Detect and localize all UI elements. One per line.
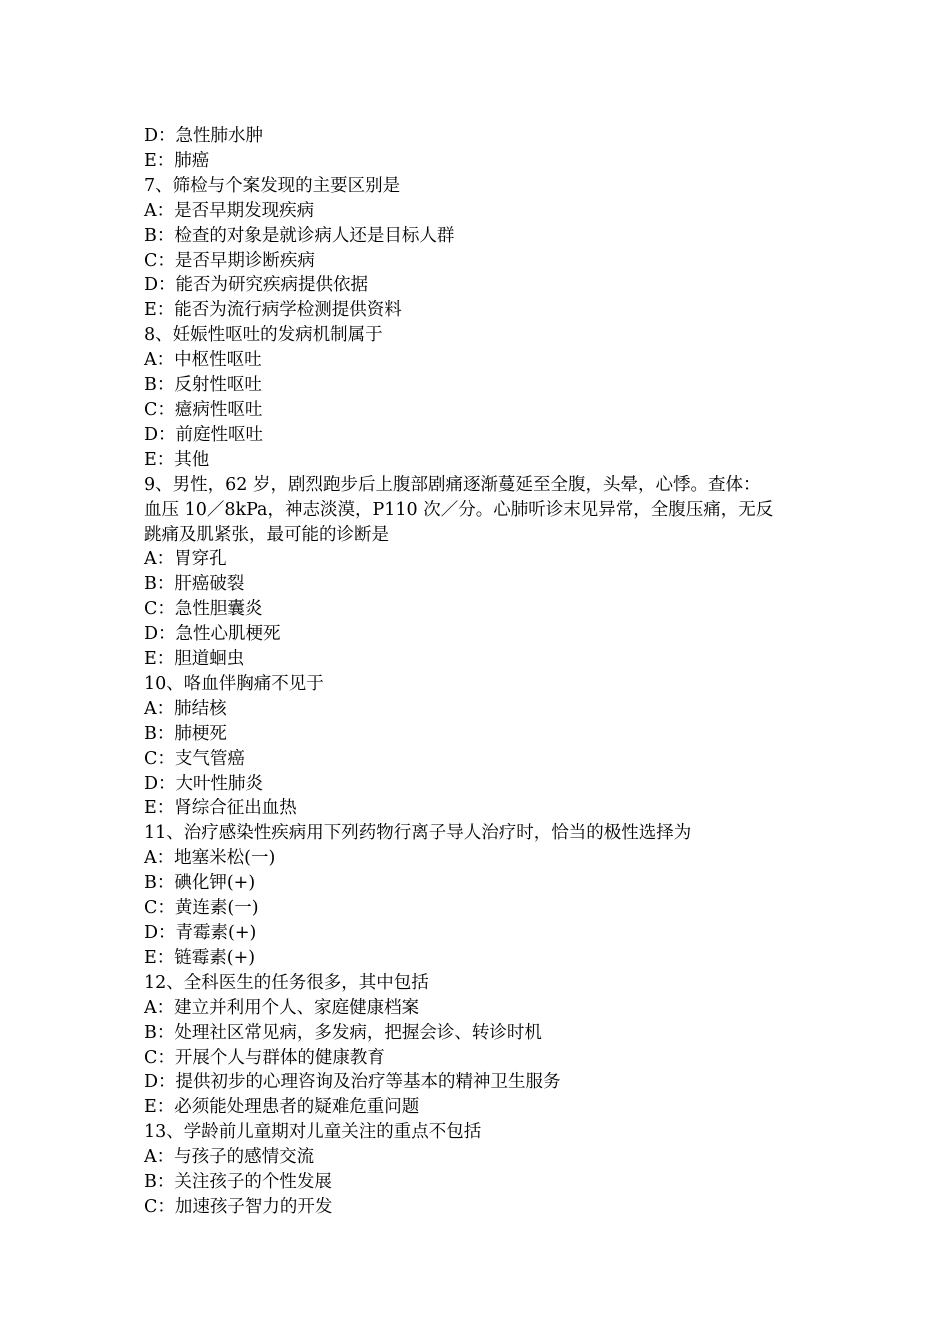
option-line: D：大叶性肺炎	[144, 773, 264, 794]
question-line: 血压 10／8kPa，神志淡漠，P110 次／分。心肺听诊末见异常，全腹压痛，无反	[144, 499, 774, 520]
option-line: B：肝癌破裂	[144, 574, 245, 595]
option-line: D：提供初步的心理咨询及治疗等基本的精神卫生服务	[144, 1072, 561, 1093]
option-line: A：与孩子的感情交流	[144, 1147, 315, 1168]
option-line: A：是否早期发现疾病	[144, 200, 315, 221]
option-line: E：必须能处理患者的疑难危重问题	[144, 1097, 420, 1118]
option-line: C：加速孩子智力的开发	[144, 1196, 333, 1217]
question-line: 12、全科医生的任务很多，其中包括	[144, 972, 429, 993]
option-line: B：处理社区常见病，多发病，把握会诊、转诊时机	[144, 1022, 542, 1043]
option-line: B：反射性呕吐	[144, 375, 262, 396]
option-line: E：其他	[144, 449, 210, 470]
option-line: E：能否为流行病学检测提供资料	[144, 300, 402, 321]
question-line: 13、学龄前儿童期对儿童关注的重点不包括	[144, 1122, 482, 1143]
question-line: 10、咯血伴胸痛不见于	[144, 673, 324, 694]
option-line: E：肺癌	[144, 150, 210, 171]
question-line: 9、男性，62 岁，剧烈跑步后上腹部剧痛逐渐蔓延至全腹，头晕，心悸。查体：	[144, 474, 761, 495]
question-line: 8、妊娠性呕吐的发病机制属于	[144, 325, 383, 346]
option-line: C：是否早期诊断疾病	[144, 250, 315, 271]
document-text	[144, 124, 824, 1220]
option-line: B：关注孩子的个性发展	[144, 1172, 332, 1193]
option-line: D：急性肺水肿	[144, 126, 264, 146]
option-line: A：中枢性呕吐	[144, 350, 262, 371]
option-line: B：检查的对象是就诊病人还是目标人群	[144, 225, 455, 246]
option-line: A：地塞米松(一)	[144, 848, 276, 869]
option-line: C：急性胆囊炎	[144, 599, 263, 620]
option-line: E：链霉素(+)	[144, 947, 256, 968]
option-line: A：胃穿孔	[144, 549, 227, 570]
option-line: D：青霉素(+)	[144, 923, 257, 943]
option-line: C：癔病性呕吐	[144, 399, 263, 420]
option-line: D：急性心肌梗死	[144, 624, 281, 645]
option-line: C：开展个人与群体的健康教育	[144, 1047, 385, 1068]
question-line: 11、治疗感染性疾病用下列药物行离子导人治疗时，恰当的极性选择为	[144, 823, 692, 844]
question-line: 7、筛检与个案发现的主要区别是	[144, 175, 401, 196]
option-line: A：建立并利用个人、家庭健康档案	[144, 997, 420, 1018]
question-line: 跳痛及肌紧张，最可能的诊断是	[144, 524, 389, 545]
option-line: D：前庭性呕吐	[144, 424, 264, 445]
option-line: E：胆道蛔虫	[144, 649, 245, 670]
option-line: E：肾综合征出血热	[144, 798, 297, 819]
option-line: D：能否为研究疾病提供依据	[144, 275, 369, 296]
option-line: C：黄连素(一)	[144, 898, 259, 919]
option-line: B：肺梗死	[144, 723, 227, 744]
option-line: B：碘化钾(+)	[144, 873, 256, 894]
option-line: A：肺结核	[144, 698, 227, 719]
option-line: C：支气管癌	[144, 748, 245, 769]
